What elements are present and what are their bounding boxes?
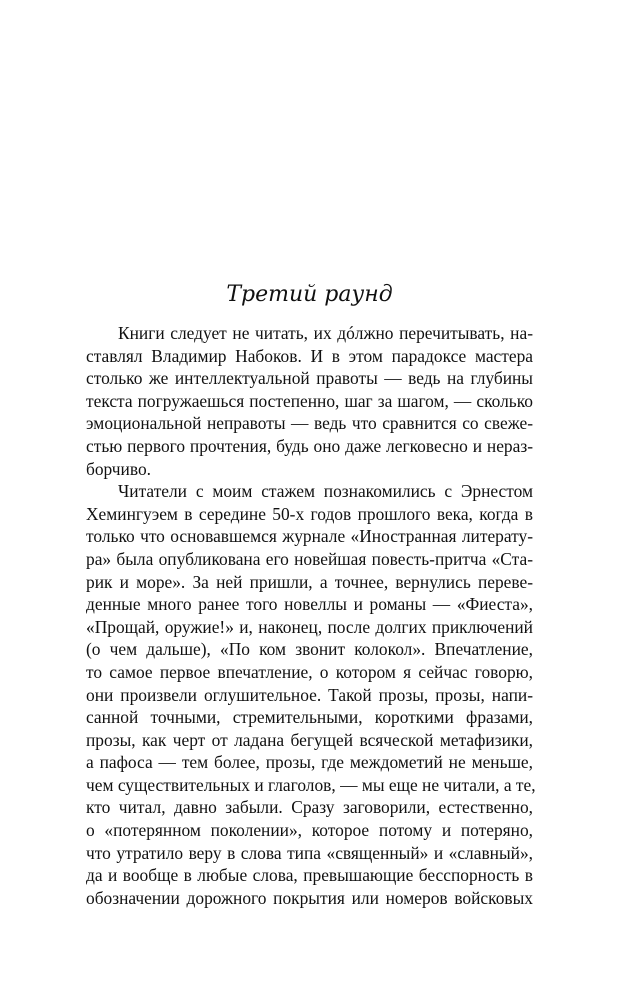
text-line: они произвели оглушительное. Такой прозы, прозы, напи- (86, 684, 533, 705)
text-line: санной точными, стремительными, короткими фразами, (86, 707, 533, 728)
text-line: чем существительных и глаголов, — мы еще не читали, а те, (86, 774, 536, 795)
text-line: (о чем дальше), «По ком звонит колокол». Впечатление, (86, 639, 533, 660)
text-line: столько же интеллектуальной правоты — ведь на глубины (86, 368, 533, 389)
text-line: Читатели с моим стажем познакомились с Эрнестом (118, 481, 533, 502)
body-text (86, 322, 536, 909)
text-line: ставлял Владимир Набоков. И в этом парадоксе мастера (86, 345, 533, 366)
text-line: борчиво. (86, 458, 151, 479)
text-line: что утратило веру в слова типа «священный» и «славный», (86, 842, 533, 863)
text-line: Хемингуэем в середине 50-х годов прошлого века, когда в (86, 503, 533, 524)
paragraph-1 (86, 322, 533, 480)
text-line: денные много ранее того новеллы и романы — «Фиеста», (86, 594, 533, 615)
text-line: эмоциональной неправоты — ведь что сравнится со свеже- (86, 413, 533, 434)
text-line: «Прощай, оружие!» и, наконец, после долгих приключений (86, 616, 533, 637)
text-line: кто читал, давно забыли. Сразу заговорили, естественно, (86, 797, 533, 818)
text-line: да и вообще в любые слова, превышающие бесспорность в (86, 865, 533, 886)
text-line: Книги следует не читать, их дóлжно перечитывать, на- (118, 323, 533, 343)
text-line: а пафоса — тем более, прозы, где междометий не меньше, (86, 752, 533, 773)
paragraph-2 (86, 480, 536, 909)
chapter-title: Третий раунд (226, 282, 393, 307)
text-line: стью первого прочтения, будь оно даже легковесно и нераз- (86, 435, 533, 456)
text-line: то самое первое впечатление, о котором я сейчас говорю, (86, 661, 533, 682)
text-line: ра» была опубликована его новейшая повесть-притча «Ста- (86, 548, 533, 569)
text-line: текста погружаешься постепенно, шаг за шагом, — сколько (86, 390, 533, 411)
text-line: прозы, как черт от ладана бегущей всяческой метафизики, (86, 729, 533, 750)
text-line: о «потерянном поколении», которое потому и потеряно, (86, 820, 533, 841)
text-line: обозначении дорожного покрытия или номеров войсковых (86, 887, 533, 908)
text-line: только что основавшемся журнале «Иностранная литерату- (86, 526, 533, 547)
text-line: рик и море». За ней пришли, а точнее, вернулись переве- (86, 571, 533, 592)
